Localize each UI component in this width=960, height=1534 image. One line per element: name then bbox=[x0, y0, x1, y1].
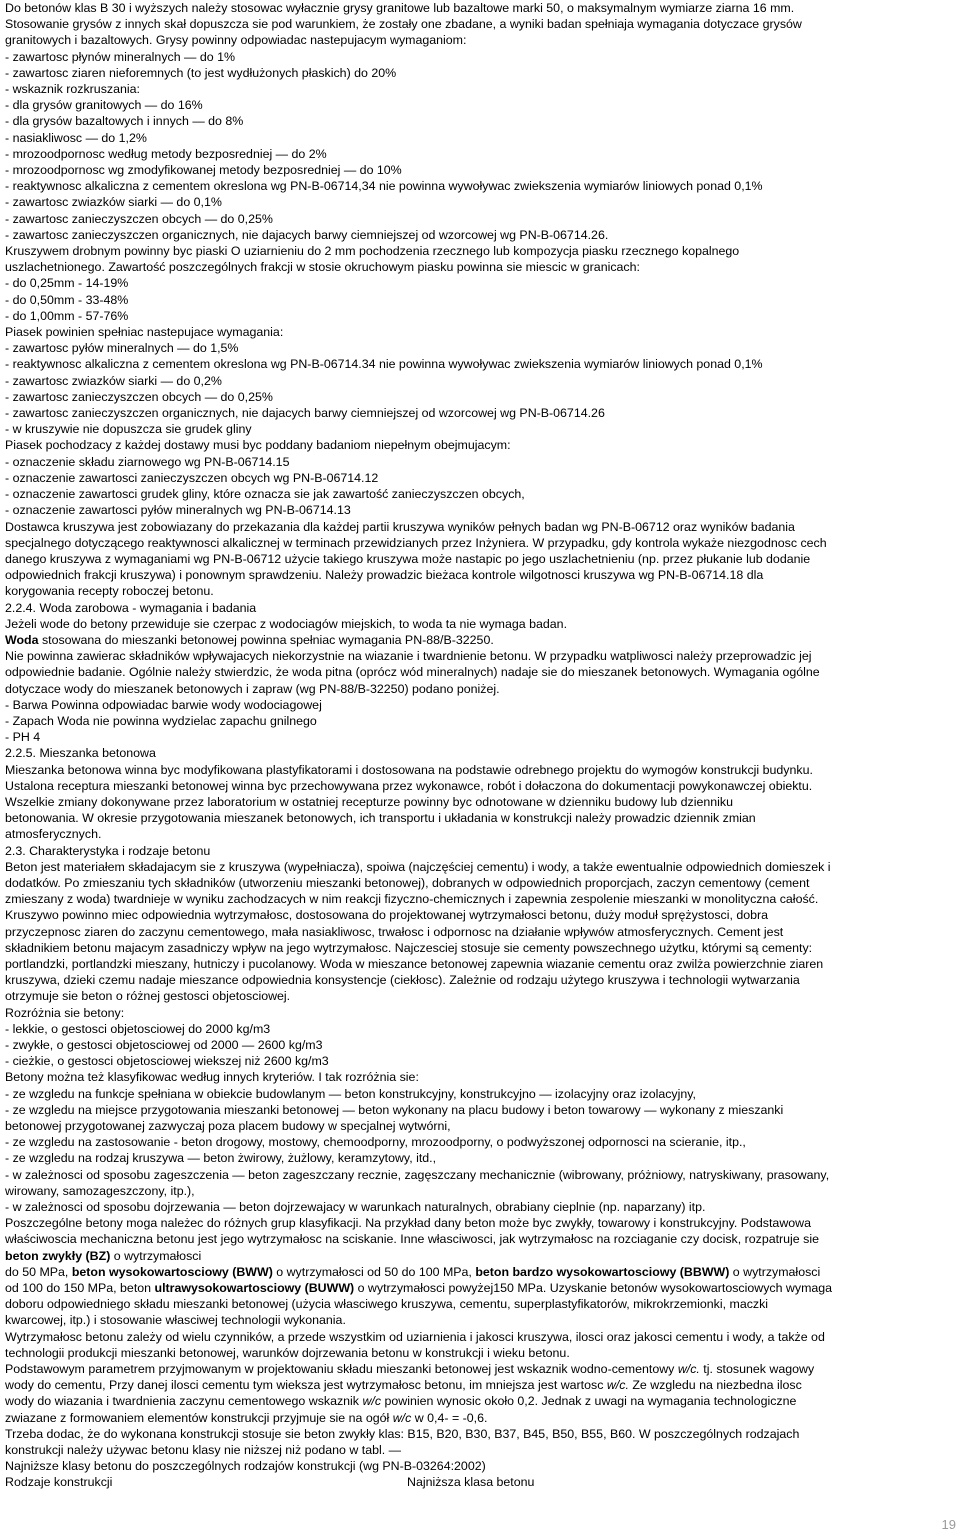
grysy-intro bbox=[5, 32, 955, 48]
body-text-line: - cieżkie, o gestosci objetosciowej wiekszej niż 2600 kg/m3 bbox=[5, 1054, 329, 1069]
strength-bww: beton wysokowartosciowy (BWW) bbox=[71, 1264, 273, 1279]
body-text-line: - Barwa Powinna odpowiadac barwie wody wodociagowej bbox=[5, 697, 322, 712]
strength-line-1-tail: o wytrzymałosci bbox=[110, 1248, 202, 1263]
body-text-line: Nie powinna zawierac składników wpływajacych niekorzystnie na wiazanie i twardnienie betonu. W przypadku watpliwosci należy przeprowadzic jej bbox=[5, 649, 812, 664]
body-text-line: 2.2.5. Mieszanka betonowa bbox=[5, 746, 156, 761]
body-text-line: Najniższe klasy betonu do poszczególnych rodzajów konstrukcji (wg PN-B-03264:2002) bbox=[5, 1459, 486, 1474]
body-text-line: - ze wzgledu na rodzaj kruszywa — beton żwirowy, żużlowy, keramzytowy, itd., bbox=[5, 1151, 437, 1166]
strength-line-2-pre: do 50 MPa, bbox=[5, 1264, 72, 1279]
body-text-line: betonowania. W okresie przygotowania mieszanek betonowych, ich transportu i układania w konstrukcji należy prowadzic dziennik zmian bbox=[5, 811, 756, 826]
table-header-construction-type: Rodzaje konstrukcji bbox=[5, 1475, 113, 1490]
strength-line-1 bbox=[5, 1248, 955, 1264]
wc-line-3-tail: powinien wynosic około 0,2. Jednak z uwagi na wymagania technologiczne bbox=[381, 1394, 797, 1409]
body-text-line: atmosferycznych. bbox=[5, 827, 102, 842]
grysy-requirement-line: - mrozoodpornosc według metody bezposredniej — do 2% bbox=[5, 146, 327, 161]
grysy-requirement-line: - zawartosc ziaren nieforemnych (to jest wydłużonych płaskich) do 20% bbox=[5, 65, 397, 80]
kruszywo-line: Jeżeli wode do betony przewiduje sie czerpac z wodociagów miejskich, to woda ta nie wymaga badan. bbox=[5, 616, 568, 631]
grysy-requirement-line: - dla grysów granitowych — do 16% bbox=[5, 98, 203, 113]
body-text-line: doboru odpowiedniego składu mieszanki betonowej (użycia własciwego kruszywa, cementu, superplastyfikatorów, mikrokrzemionki, maczki bbox=[5, 1297, 769, 1312]
kruszywo-line: - oznaczenie zawartosci pyłów mineralnych wg PN-B-06714.13 bbox=[5, 503, 351, 518]
wc-line-3 bbox=[5, 1393, 955, 1409]
kruszywo-line: - oznaczenie składu ziarnowego wg PN-B-06714.15 bbox=[5, 454, 290, 469]
grysy-requirements-list bbox=[5, 49, 955, 243]
kruszywo-line: - zawartosc zanieczyszczen obcych — do 0,25% bbox=[5, 389, 273, 404]
body-text-line: - zwykłe, o gestosci objetosciowej od 2000 — 2600 kg/m3 bbox=[5, 1038, 323, 1052]
wc-line-2-pre: wody do cementu, Przy danej ilosci cementu tym wieksza jest wytrzymałosc betonu, im mniejsza jest wartosc bbox=[5, 1378, 607, 1393]
woda-bold-word: Woda bbox=[5, 632, 39, 647]
wc-line-4-pre: zwiazane z formowaniem elementów konstrukcji przyjmuje sie na ogół bbox=[5, 1410, 393, 1425]
body-text-line: dodatków. Po zmieszaniu tych składników (utworzeniu mieszanki betonowej), dobranych w odpowiednich proporcjach, zaczyn cementowy (cement bbox=[5, 875, 810, 890]
body-text-line: - ze wzgledu na zastosowanie - beton drogowy, mostowy, chemoodporny, mrozoodporny, o podwyższonej odpornosci na scieranie, itp., bbox=[5, 1135, 746, 1150]
page-number: 19 bbox=[941, 1517, 956, 1532]
kruszywo-line: - w kruszywie nie dopuszcza sie grudek gliny bbox=[5, 422, 252, 437]
body-text-line: odpowiednie badanie. Ogólnie należy stwierdzic, że woda pitna (oprócz wód mineralnych) nadaje sie do mieszanek betonowych. Wymagania ogólne bbox=[5, 665, 820, 680]
table-header-min-class: Najniższa klasa betonu bbox=[407, 1475, 535, 1490]
strength-bbww: beton bardzo wysokowartosciowy (BBWW) bbox=[475, 1264, 730, 1279]
strength-line-2-mid: o wytrzymałosci od 50 do 100 MPa, bbox=[272, 1264, 476, 1279]
body-text-line: Trzeba dodac, że do wykonana konstrukcji stosuje sie beton zwykły klas: B15, B20, B30, B37, B45, B50, B55, B60. W poszczególnych rodzajach bbox=[5, 1426, 800, 1441]
kruszywo-line: - do 0,50mm - 33-48% bbox=[5, 292, 129, 307]
body-text-line: właściwoscia mechaniczna betonu jest jego wytrzymałosc na sciskanie. Inne własciwosci, jak wytrzymałosc na rozciaganie czy docisk, rozpatruje sie bbox=[5, 1232, 819, 1247]
body-text-line: - w zależnosci od sposobu zageszczenia — beton zageszczany recznie, zagęszczany mechanicznie (wibrowany, próżniowy, natryskiwany, prasowany, bbox=[5, 1167, 830, 1182]
body-text-line: 2.3. Charakterystyka i rodzaje betonu bbox=[5, 843, 211, 858]
body-text-line: betonowej przygotowanej zazwyczaj poza placem budowy w specjalnej wytwórni, bbox=[5, 1119, 451, 1134]
body-text-line: Beton jest materiałem składajacym sie z kruszywa (wypełniacza), spoiwa (najczęściej cementu) i wody, a także ewentualnie odpowiednich domieszek i bbox=[5, 859, 831, 874]
kruszywo-line: Dostawca kruszywa jest zobowiazany do przekazania dla każdej partii kruszywa wyników pełnych badan wg PN-B-06712 oraz wyników badania bbox=[5, 519, 795, 534]
body-text-line: kruszywa, dzieki czemu nadaje mieszance odpowiednia konsystencje (ciekłosc). Zależnie od rodzaju użytego kruszywa i technologii wytwarzania bbox=[5, 973, 800, 988]
wc-line-2 bbox=[5, 1377, 955, 1393]
body-text-line: Rozróżnia sie betony: bbox=[5, 1005, 125, 1020]
strength-line-2 bbox=[5, 1264, 955, 1280]
body-text-line: dotyczace wody do mieszanek betonowych i zapraw (wg PN-88/B-32250) podano poniżej. bbox=[5, 681, 500, 696]
wc-line-1-tail: tj. stosunek wagowy bbox=[699, 1362, 815, 1377]
kruszywo-line: - oznaczenie zawartosci grudek gliny, które oznacza sie jak zawartość zanieczyszczen obcych, bbox=[5, 487, 525, 502]
body-text-line: Betony można też klasyfikowac według innych kryteriów. I tak rozróżnia sie: bbox=[5, 1070, 419, 1085]
body-text-line: zmieszany z woda) twardnieje w wyniku zachodzacych w nim reakcji fizyczno-chemicznych i zapewnia zespolenie mieszanki w monolityczna całość. bbox=[5, 892, 819, 907]
body-text-line: - w zależnosci od sposobu dojrzewania — beton dojrzewajacy w warunkach naturalnych, obrabiany cieplnie (np. naparzany) itp. bbox=[5, 1200, 706, 1215]
water-and-concrete-section bbox=[5, 648, 955, 1248]
body-text-line: wirowany, samozageszczony, itp.), bbox=[5, 1183, 195, 1198]
grysy-requirement-line: - nasiakliwosc — do 1,2% bbox=[5, 130, 147, 145]
after-strength-lines bbox=[5, 1296, 955, 1361]
kruszywo-line: specjalnego dotyczącego reaktywnosci alkalicznej w terminach przewidzianych przez Inżyniera. W przypadku, gdy kontrola wykaże niezgodnosc cech bbox=[5, 535, 827, 550]
wc-line-1-pre: Podstawowym parametrem przyjmowanym w projektowaniu składu mieszanki betonowej jest wskaznik wodno-cementowy bbox=[5, 1362, 678, 1377]
wc-symbol: w/c. bbox=[677, 1362, 700, 1377]
kruszywo-line: - reaktywnosc alkaliczna z cementem okreslona wg PN-B-06714.34 nie powinna wywoływac zwiekszenia wymiarów liniowych ponad 0,1% bbox=[5, 357, 763, 372]
kruszywo-section bbox=[5, 243, 955, 632]
grysy-requirement-line: - zawartosc zwiazków siarki — do 0,1% bbox=[5, 195, 222, 210]
body-text-line: kwarcowej, itp.) i stosowanie własciwej technologii wykonania. bbox=[5, 1313, 346, 1328]
grysy-lead: Grysy powinny odpowiadac nastepujacym wymaganiom: bbox=[155, 33, 467, 48]
body-text-line: Ustalona receptura mieszanki betonowej winna byc przechowywana przez wykonawce, robót i dołaczona do dokumentacji powykonawczej obiektu. bbox=[5, 778, 813, 793]
kruszywo-line: korygowania recepty roboczej betonu. bbox=[5, 584, 214, 599]
body-text-line: otrzymuje sie beton o różnej gestosci objetosciowej. bbox=[5, 989, 291, 1004]
body-text-line: portlandzki, portlandzki mieszany, hutniczy i pucolanowy. Woda w mieszance betonowej zapewnia wiazanie cementu oraz zwilża powierzchnie ziaren bbox=[5, 956, 824, 971]
kruszywo-line: Kruszywem drobnym powinny byc piaski O uziarnieniu do 2 mm pochodzenia rzecznego lub kompozycja piasku rzecznego kopalnego bbox=[5, 244, 740, 259]
kruszywo-line: Piasek pochodzacy z każdej dostawy musi byc poddany badaniom niepełnym obejmujacym: bbox=[5, 438, 511, 453]
body-text-line: Poszczególne betony moga należec do różnych grup klasyfikacji. Na przykład dany beton może byc zwykły, towarowy i konstrukcyjny. Podstawowa bbox=[5, 1216, 811, 1231]
kruszywo-line: 2.2.4. Woda zarobowa - wymagania i badania bbox=[5, 600, 257, 615]
wc-line-4 bbox=[5, 1410, 955, 1426]
kruszywo-line: - do 1,00mm - 57-76% bbox=[5, 308, 129, 323]
wc-line-4-tail: w 0,4- = -0,6. bbox=[411, 1410, 488, 1425]
body-text-line: konstrukcji należy używac betonu klasy nie niższej niż podano w tabl. — bbox=[5, 1443, 402, 1458]
final-lines bbox=[5, 1426, 955, 1475]
strength-line-3-pre: od 100 do 150 MPa, beton bbox=[5, 1281, 155, 1296]
body-text-line: przyczepnosc ziaren do zaczynu cementowego, mała nasiakliwosc, trwałosc i odpornosc na działanie wpływów atmosferycznych. Cement jest bbox=[5, 924, 784, 939]
body-text-line: - ze wzgledu na funkcje spełniana w obiekcie budowlanym — beton konstrukcyjny, konstrukcyjno — izolacyjny oraz izolacyjny, bbox=[5, 1086, 696, 1101]
wc-symbol: w/c. bbox=[606, 1378, 629, 1393]
body-text-line: Mieszanka betonowa winna byc modyfikowana plastyfikatorami i dostosowana na podstawie odrebnego projektu do wymogów konstrukcji budynku. bbox=[5, 762, 813, 777]
grysy-intro-tail: granitowych i bazaltowych. bbox=[5, 33, 153, 48]
body-text-line: - ze wzgledu na miejsce przygotowania mieszanki betonowej — beton wykonany na placu budowy i beton towarowy — wykonany z mieszanki bbox=[5, 1102, 784, 1117]
body-text-line: Wszelkie zmiany dokonywane przez laboratorium w ostatniej recepturze powinny byc odnotowane w dzienniku budowy lub dzienniku bbox=[5, 794, 733, 809]
grysy-requirement-line: - wskaznik rozkruszania: bbox=[5, 82, 140, 97]
kruszywo-line: - do 0,25mm - 14-19% bbox=[5, 276, 129, 291]
kruszywo-line: - oznaczenie zawartosci zanieczyszczen obcych wg PN-B-06714.12 bbox=[5, 470, 379, 485]
kruszywo-line: - zawartosc zanieczyszczen organicznych, nie dajacych barwy ciemniejszej od wzorcowej wg PN-B-06714.26 bbox=[5, 406, 605, 421]
kruszywo-line: uszlachetnionego. Zawartość poszczególnych frakcji w stosie okruchowym piasku powinna sie miescic w granicach: bbox=[5, 260, 640, 275]
body-text-line: Kruszywo powinno miec odpowiednia wytrzymałosc, dostosowana do projektowanej wytrzymałosci betonu, duży moduł sprężystosci, dobra bbox=[5, 908, 769, 923]
intro-line: Do betonów klas B 30 i wyższych należy stosowac wyłacznie grysy granitowe lub bazaltowe marki 50, o maksymalnym wymiarze ziarna 16 mm. bbox=[5, 1, 795, 15]
wc-line-1 bbox=[5, 1361, 955, 1377]
grysy-requirement-line: - zawartosc zanieczyszczen obcych — do 0,25% bbox=[5, 211, 273, 226]
grysy-requirement-line: - dla grysów bazaltowych i innych — do 8% bbox=[5, 114, 244, 129]
kruszywo-line: - zawartosc pyłów mineralnych — do 1,5% bbox=[5, 341, 239, 356]
grysy-requirement-line: - zawartosc płynów mineralnych — do 1% bbox=[5, 49, 236, 64]
wc-line-2-tail: Ze wzgledu na niezbedna ilosc bbox=[628, 1378, 802, 1393]
strength-buww: ultrawysokowartosciowy (BUWW) bbox=[154, 1281, 355, 1296]
body-text-line: Wytrzymałosc betonu zależy od wielu czynników, a przede wszystkim od uziarnienia i jakosci kruszywa, ilosci oraz jakosci cementu i wody, a także od bbox=[5, 1329, 825, 1344]
strength-bz: beton zwykły (BZ) bbox=[5, 1248, 111, 1263]
body-text-line: technologii produkcji mieszanki betonowej, warunków dojrzewania betonu w konstrukcji i wieku betonu. bbox=[5, 1345, 570, 1360]
wc-symbol: w/c bbox=[362, 1394, 382, 1409]
body-text-line: - lekkie, o gestosci objetosciowej do 2000 kg/m3 bbox=[5, 1021, 271, 1036]
kruszywo-line: odpowiednich frakcji kruszywa) i ponownym sprawdzeniu. Należy prowadzic bieżaca kontrole wilgotnosci kruszywa wg PN-B-06714.18 dla bbox=[5, 568, 764, 583]
wc-symbol: w/c bbox=[392, 1410, 412, 1425]
intro-line: Stosowanie grysów z innych skał dopuszcza sie pod warunkiem, że zostały one zbadane, a wyniki badan spełniaja wymagania dotyczace grysów bbox=[5, 17, 802, 32]
grysy-requirement-line: - zawartosc zanieczyszczen organicznych, nie dajacych barwy ciemniejszej od wzorcowej wg PN-B-06714.26. bbox=[5, 227, 609, 242]
intro-lines bbox=[5, 0, 955, 32]
body-text-line: - PH 4 bbox=[5, 730, 41, 745]
table-header-row bbox=[5, 1474, 955, 1490]
kruszywo-line: Piasek powinien spełniac nastepujace wymagania: bbox=[5, 325, 284, 340]
kruszywo-line: danego kruszywa z wymaganiami wg PN-B-06712 użycie takiego kruszywa może nastapic po jego uszlachetnieniu (np. przez płukanie lub dodanie bbox=[5, 551, 811, 566]
woda-rest-text: stosowana do mieszanki betonowej powinna spełniac wymagania PN-88/B-32250. bbox=[38, 632, 494, 647]
strength-line-2-tail: o wytrzymałosci bbox=[729, 1264, 821, 1279]
wc-line-3-pre: wody do wiazania i twardnienia zaczynu cementowego wskaznik bbox=[5, 1394, 363, 1409]
woda-paragraph bbox=[5, 632, 955, 648]
body-text-line: składnikiem betonu majacym zasadniczy wpływ na jego wytrzymałosc. Najczesciej stosuje sie cementy powszechnego użytku, którymi są cementy: bbox=[5, 940, 813, 955]
strength-line-3-tail: o wytrzymałosci powyżej150 MPa. Uzyskanie betonów wysokowartosciowych wymaga bbox=[354, 1281, 833, 1296]
body-text-line: - Zapach Woda nie powinna wydzielac zapachu gnilnego bbox=[5, 713, 317, 728]
strength-line-3 bbox=[5, 1280, 955, 1296]
kruszywo-line: - zawartosc zwiazków siarki — do 0,2% bbox=[5, 373, 222, 388]
grysy-requirement-line: - reaktywnosc alkaliczna z cementem okreslona wg PN-B-06714,34 nie powinna wywoływac zwiekszenia wymiarów liniowych ponad 0,1% bbox=[5, 179, 763, 194]
grysy-requirement-line: - mrozoodpornosc wg zmodyfikowanej metody bezposredniej — do 10% bbox=[5, 163, 402, 178]
